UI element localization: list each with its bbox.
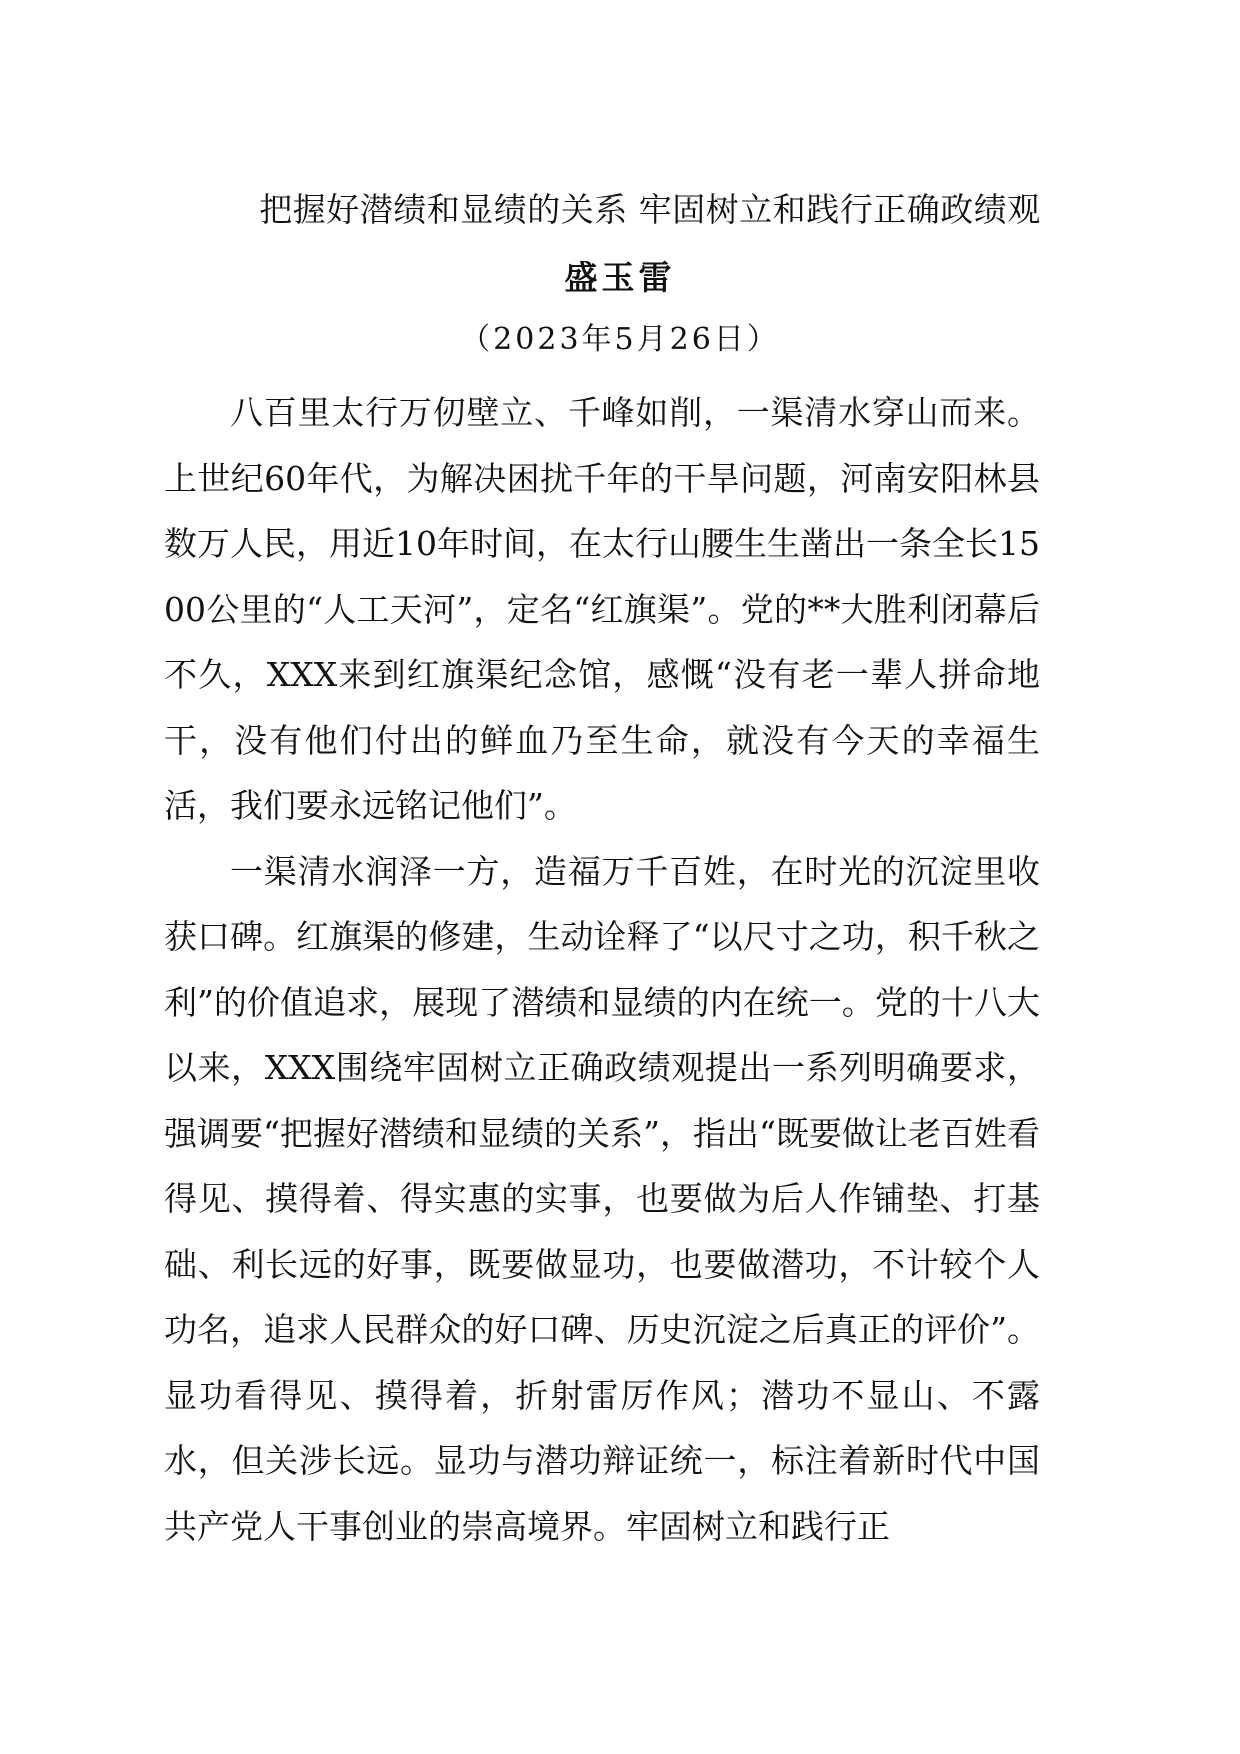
- author-name: 盛玉雷: [564, 258, 676, 297]
- paragraph-2: 一渠清水润泽一方，造福万千百姓，在时光的沉淀里收获口碑。红旗渠的修建，生动诠释了“以尺寸之功，积千秋之利”的价值追求，展现了潜绩和显绩的内在统一。党的十八大以来，XXX围绕牢固树立正确政绩观提出一系列明确要求，强调要“把握好潜绩和显绩的关系”，指出“既要做让老百姓看得见、摸得着、得实惠的实事，也要做为后人作铺垫、打基础、利长远的好事，既要做显功，也要做潜功，不计较个人功名，追求人民群众的好口碑、历史沉淀之后真正的评价”。显功看得见、摸得着，折射雷厉作风；潜功不显山、不露水，但关涉长远。显功与潜功辩证统一，标注着新时代中国共产党人干事创业的崇高境界。牢固树立和践行正: [164, 851, 1040, 1546]
- document-date: （2023年5月26日）: [460, 322, 780, 357]
- document-title: 把握好潜绩和显绩的关系 牢固树立和践行正确政绩观: [259, 190, 1041, 229]
- paragraph-1: 八百里太行万仞壁立、千峰如削，一渠清水穿山而来。上世纪60年代，为解决困扰千年的干旱问题，河南安阳林县数万人民，用近10年时间，在太行山腰生生凿出一条全长1500公里的“人工天河”，定名“红旗渠”。党的**大胜利闭幕后不久，XXX来到红旗渠纪念馆，感慨“没有老一辈人拼命地干，没有他们付出的鲜血乃至生命，就没有今天的幸福生活，我们要永远铭记他们”。: [164, 393, 1040, 825]
- document-body: [164, 380, 1040, 1559]
